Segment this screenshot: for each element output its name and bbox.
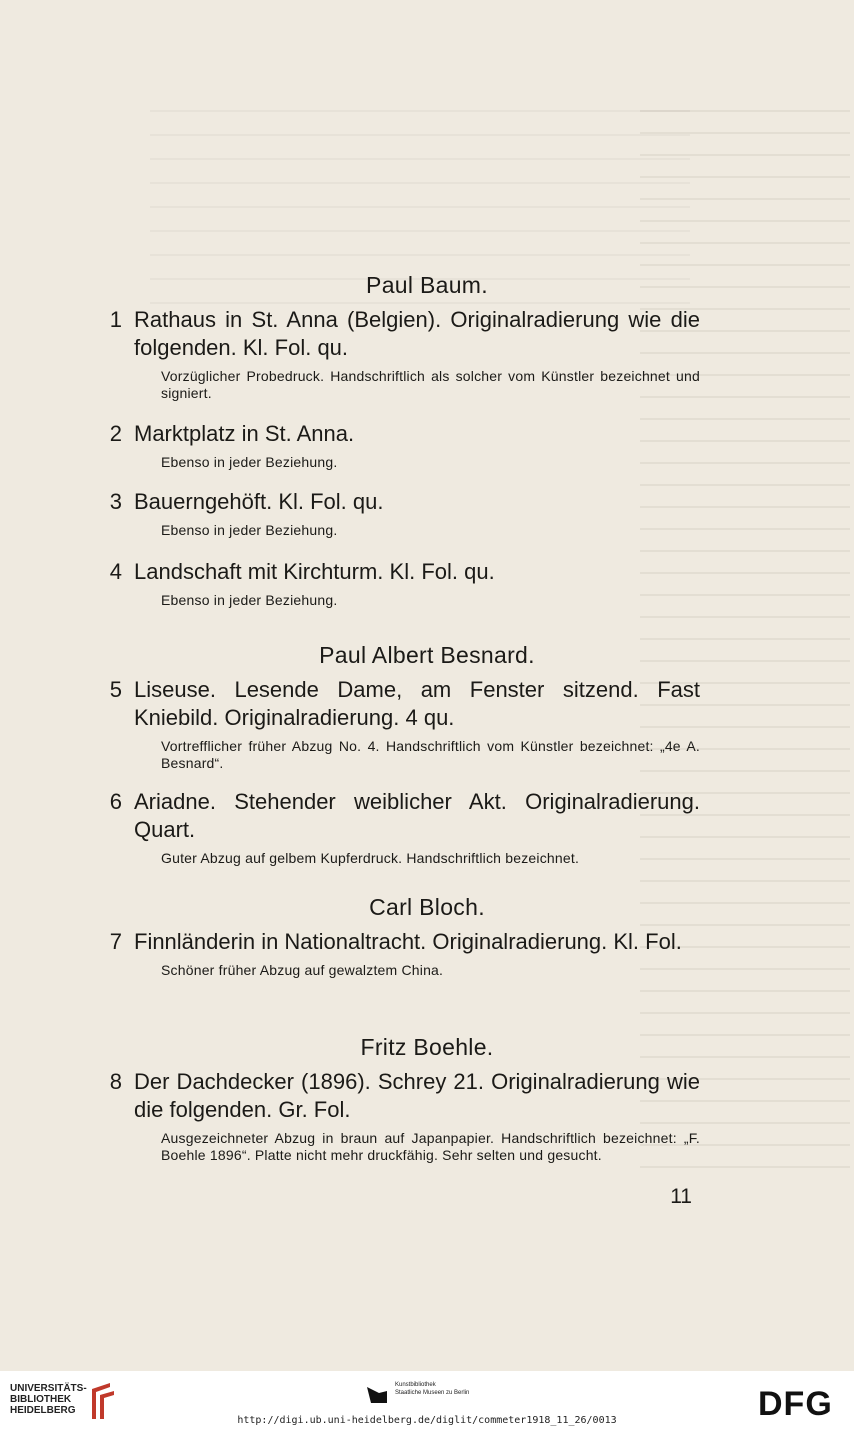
entry-number: 1: [109, 307, 122, 332]
entry-note: Ebenso in jeder Beziehung.: [161, 592, 338, 608]
catalog-entry: [100, 788, 700, 867]
library-line: UNIVERSITÄTS-: [10, 1383, 87, 1394]
entry-note: Vorzüglicher Probedruck. Handschriftlich als solcher vom Künstler bezeichnet und signiert.: [161, 368, 700, 401]
entry-title: Ariadne. Stehender weiblicher Akt. Originalradierung. Quart.: [134, 789, 700, 842]
entry-number: 8: [109, 1069, 122, 1094]
entry-title: Liseuse. Lesende Dame, am Fenster sitzend. Fast Kniebild. Originalradierung. 4 qu.: [134, 677, 700, 730]
page-number: 11: [670, 1185, 692, 1208]
catalog-entry: [100, 420, 700, 471]
catalog-entry: [100, 676, 700, 772]
section-heading-besnard: Paul Albert Besnard.: [319, 642, 535, 668]
entry-number: 5: [109, 677, 122, 702]
entry-title: Landschaft mit Kirchturm. Kl. Fol. qu.: [134, 559, 495, 584]
entry-title: Rathaus in St. Anna (Belgien). Originalradierung wie die folgenden. Kl. Fol. qu.: [134, 307, 700, 360]
catalog-entry: [100, 928, 700, 979]
catalog-entry: [100, 488, 700, 539]
section-heading-baum: Paul Baum.: [366, 272, 488, 298]
library-line: BIBLIOTHEK: [10, 1394, 72, 1405]
entry-number: 2: [109, 421, 122, 446]
catalog-entry: [100, 306, 700, 402]
entry-number: 4: [109, 559, 122, 584]
kunstbibliothek-icon: [365, 1381, 389, 1405]
digitization-footer: [0, 1371, 854, 1431]
entry-title: Marktplatz in St. Anna.: [134, 421, 355, 446]
entry-note: Ebenso in jeder Beziehung.: [161, 522, 338, 538]
kunstbib-line: Kunstbibliothek: [395, 1382, 436, 1388]
kunstbibliothek-text: [395, 1381, 545, 1397]
section-heading-bloch: Carl Bloch.: [369, 894, 485, 920]
entry-note: Vortrefflicher früher Abzug No. 4. Handschriftlich vom Künstler bezeichnet: „4e A. Besnard“.: [161, 738, 700, 771]
entry-number: 6: [109, 789, 122, 814]
dfg-logo[interactable]: DFG: [758, 1385, 833, 1423]
entry-number: 7: [109, 929, 122, 954]
catalog-entry: [100, 558, 700, 609]
entry-note: Guter Abzug auf gelbem Kupferdruck. Handschriftlich bezeichnet.: [161, 850, 580, 866]
section-heading-boehle: Fritz Boehle.: [360, 1034, 494, 1060]
entry-note: Schöner früher Abzug auf gewalztem China.: [161, 962, 444, 978]
entry-title: Bauerngehöft. Kl. Fol. qu.: [134, 489, 384, 514]
heidelberg-library-logo[interactable]: [10, 1383, 87, 1416]
entry-note: Ausgezeichneter Abzug in braun auf Japanpapier. Handschriftlich bezeichnet: „F. Boehle 1896“. Platte nicht mehr druckfähig. Sehr selten und gesucht.: [161, 1130, 700, 1163]
kunstbibliothek-logo[interactable]: [365, 1381, 470, 1409]
source-url[interactable]: http://digi.ub.uni-heidelberg.de/diglit/commeter1918_11_26/0013: [237, 1415, 617, 1426]
entry-number: 3: [109, 489, 122, 514]
kunstbib-line: Staatliche Museen zu Berlin: [395, 1390, 470, 1396]
library-line: HEIDELBERG: [10, 1405, 76, 1416]
catalog-entry: [100, 1068, 700, 1164]
entry-title: Der Dachdecker (1896). Schrey 21. Originalradierung wie die folgenden. Gr. Fol.: [134, 1069, 700, 1122]
entry-note: Ebenso in jeder Beziehung.: [161, 454, 338, 470]
entry-title: Finnländerin in Nationaltracht. Originalradierung. Kl. Fol.: [134, 929, 682, 954]
